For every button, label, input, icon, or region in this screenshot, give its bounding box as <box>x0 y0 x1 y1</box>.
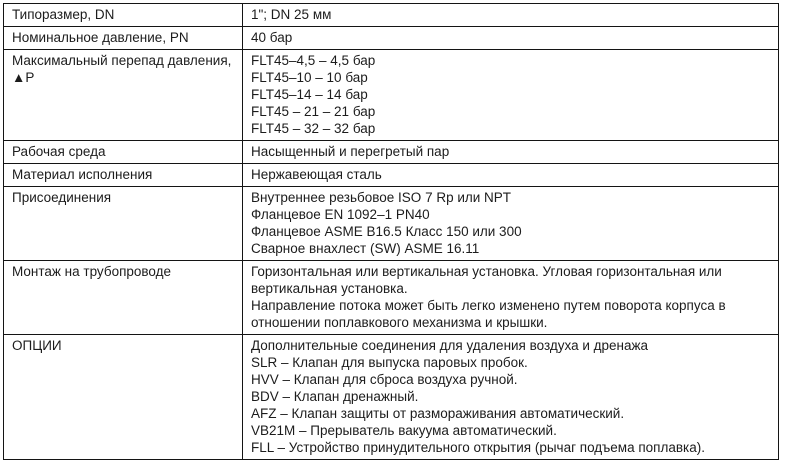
value-line: Дополнительные соединения для удаления воздуха и дренажа <box>251 338 649 353</box>
row-label: Материал исполнения <box>4 164 243 187</box>
value-line: Насыщенный и перегретый пар <box>251 144 450 159</box>
value-line: FLT45–10 – 10 бар <box>251 70 368 85</box>
row-label: Монтаж на трубопроводе <box>4 261 243 335</box>
value-line: 40 бар <box>251 30 293 45</box>
table-row <box>4 27 779 50</box>
row-value <box>243 50 779 141</box>
table-row <box>4 261 779 335</box>
value-line: SLR – Клапан для выпуска паровых пробок. <box>251 355 528 370</box>
table-row <box>4 141 779 164</box>
spec-table-body <box>4 4 779 460</box>
value-line: FLT45–4,5 – 4,5 бар <box>251 53 376 68</box>
table-row <box>4 50 779 141</box>
value-line: Фланцевое ASME B16.5 Класс 150 или 300 <box>251 224 522 239</box>
value-line: Сварное внахлест (SW) ASME 16.11 <box>251 241 480 256</box>
value-line: Направление потока может быть легко изменено путем поворота корпуса в <box>251 298 726 313</box>
row-value <box>243 164 779 187</box>
row-value <box>243 4 779 27</box>
row-value <box>243 27 779 50</box>
table-row <box>4 4 779 27</box>
value-line: FLT45 – 21 – 21 бар <box>251 104 376 119</box>
value-line: FLT45–14 – 14 бар <box>251 87 368 102</box>
row-label: Максимальный перепад давления, ▲P <box>4 50 243 141</box>
value-line: 1"; DN 25 мм <box>251 7 332 22</box>
row-value <box>243 187 779 261</box>
value-line: Нержавеющая сталь <box>251 167 382 182</box>
table-row <box>4 187 779 261</box>
row-value <box>243 335 779 460</box>
value-line: отношении поплавкового механизма и крышки. <box>251 315 548 330</box>
row-value <box>243 141 779 164</box>
value-line: HVV – Клапан для сброса воздуха ручной. <box>251 372 518 387</box>
table-row <box>4 335 779 460</box>
value-line: FLT45 – 32 – 32 бар <box>251 121 376 136</box>
row-label: Рабочая среда <box>4 141 243 164</box>
value-line: VB21M – Прерыватель вакуума автоматический. <box>251 423 557 438</box>
row-value <box>243 261 779 335</box>
row-label: ОПЦИИ <box>4 335 243 460</box>
row-label: Присоединения <box>4 187 243 261</box>
value-line: BDV – Клапан дренажный. <box>251 389 419 404</box>
value-line: Внутреннее резьбовое ISO 7 Rp или NPT <box>251 190 512 205</box>
row-label: Номинальное давление, PN <box>4 27 243 50</box>
value-line: FLL – Устройство принудительного открытия (рычаг подъема поплавка). <box>251 440 705 455</box>
value-line: вертикальная установка. <box>251 281 408 296</box>
table-row <box>4 164 779 187</box>
row-label: Типоразмер, DN <box>4 4 243 27</box>
value-line: AFZ – Клапан защиты от размораживания автоматический. <box>251 406 625 421</box>
value-line: Горизонтальная или вертикальная установка. Угловая горизонтальная или <box>251 264 722 279</box>
value-line: Фланцевое EN 1092–1 PN40 <box>251 207 430 222</box>
spec-table <box>3 3 779 460</box>
